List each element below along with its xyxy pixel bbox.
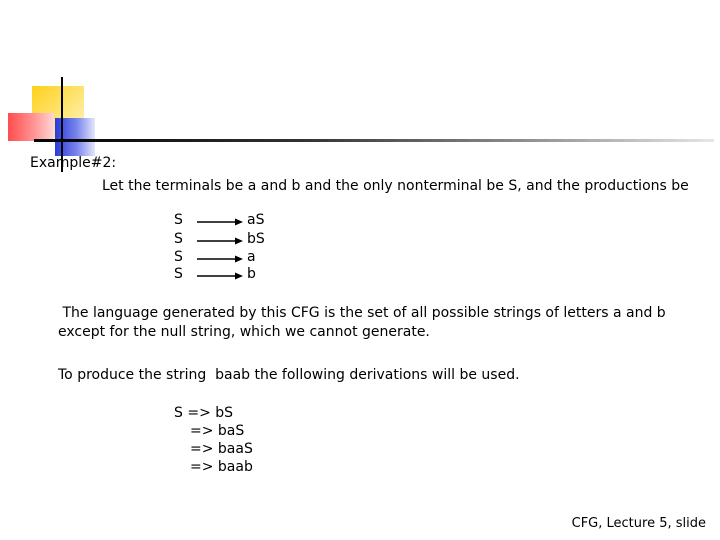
right-arrow-icon [197,254,243,264]
language-description-line1: The language generated by this CFG is the set of all possible strings of letters a and b [58,305,666,321]
production-lhs: S [174,249,183,265]
right-arrow-icon [197,236,243,246]
title-divider-line [34,139,714,142]
production-rhs: a [247,249,256,265]
derivation-step: => baab [190,459,253,475]
produce-string-text: To produce the string baab the following derivations will be used. [58,367,520,383]
slide-footer: CFG, Lecture 5, slide [571,516,706,531]
decor-red-square [8,113,54,141]
production-rhs: aS [247,212,265,228]
production-lhs: S [174,212,183,228]
production-rhs: b [247,266,256,282]
production-lhs: S [174,231,183,247]
right-arrow-icon [197,217,243,227]
production-rhs: bS [247,231,265,247]
derivation-step: S => bS [174,405,234,421]
intro-text: Let the terminals be a and b and the only nonterminal be S, and the productions be [102,178,689,194]
production-lhs: S [174,266,183,282]
right-arrow-icon [197,271,243,281]
derivation-step: => baaS [190,441,253,457]
slide-heading: Example#2: [30,155,117,171]
language-description-line2: except for the null string, which we cannot generate. [58,324,430,340]
derivation-step: => baS [190,423,245,439]
